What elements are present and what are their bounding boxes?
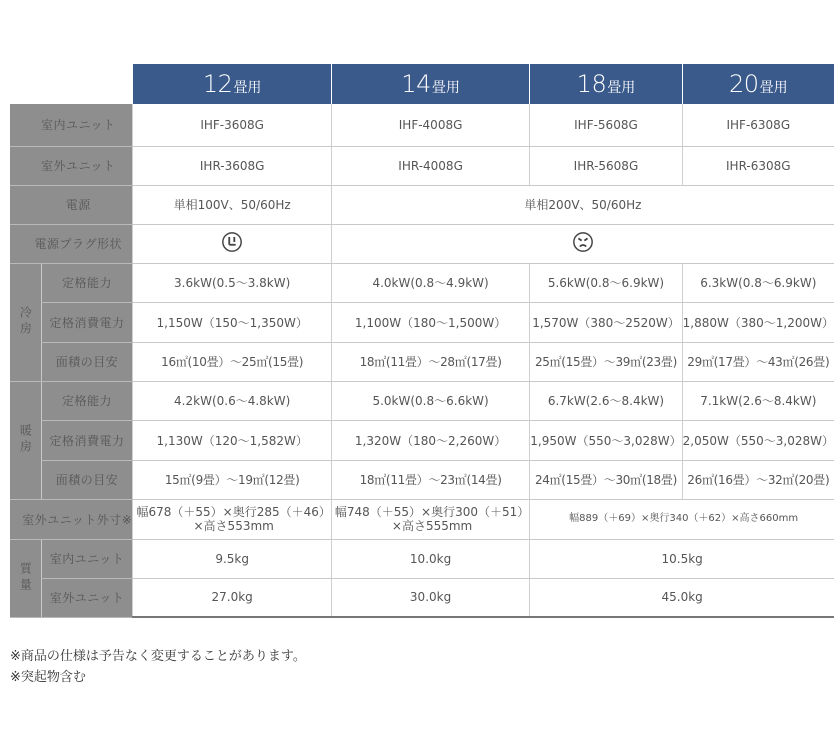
row-outdoor-unit: 室外ユニット IHR-3608G IHR-4008G IHR-5608G IHR-6308G xyxy=(10,146,834,185)
model-header-14: 14畳用 xyxy=(331,64,529,104)
footnotes xyxy=(10,646,306,688)
cooling-group-label: 冷房 xyxy=(10,263,41,381)
model-header-20: 20畳用 xyxy=(682,64,834,104)
mass-group-label: 質量 xyxy=(10,539,41,617)
model-header-18: 18畳用 xyxy=(530,64,682,104)
note-protrusions: ※突起物含む xyxy=(10,670,86,685)
row-mass-outdoor: 室外ユニット 27.0kg 30.0kg 45.0kg xyxy=(10,578,834,617)
header-row xyxy=(10,64,834,104)
heating-group-label: 暖房 xyxy=(10,381,41,499)
dims-12: 幅678（＋55）×奥行285（＋46） ×高さ553mm xyxy=(133,499,331,539)
row-outdoor-dims: 室外ユニット外寸※ 幅678（＋55）×奥行285（＋46） ×高さ553mm 幅748（＋55）×奥行300（＋51） ×高さ555mm 幅889（＋69）×奥行340（＋62）×高さ660mm xyxy=(10,499,834,539)
model-header-12: 12畳用 xyxy=(133,64,331,104)
spec-table xyxy=(10,64,834,618)
row-heating-capacity: 暖房 定格能力 4.2kW(0.6～4.8kW) 5.0kW(0.8～6.6kW) 6.7kW(2.6～8.4kW) 7.1kW(2.6～8.4kW) xyxy=(10,381,834,420)
row-cooling-power: 定格消費電力 1,150W（150～1,350W） 1,100W（180～1,500W） 1,570W（380～2520W） 1,880W（380～1,200W） xyxy=(10,302,834,342)
note-spec-change: ※商品の仕様は予告なく変更することがあります。 xyxy=(10,649,306,664)
dims-18-20: 幅889（＋69）×奥行340（＋62）×高さ660mm xyxy=(530,499,834,539)
row-heating-power: 定格消費電力 1,130W（120～1,582W） 1,320W（180～2,260W） 1,950W（550～3,028W） 2,050W（550～3,028W） xyxy=(10,420,834,460)
row-indoor-unit: 室内ユニット IHF-3608G IHF-4008G IHF-5608G IHF-6308G xyxy=(10,104,834,146)
plug-100v-icon xyxy=(221,231,243,253)
row-plug-shape: 電源プラグ形状 xyxy=(10,224,834,263)
plug-200v-icon xyxy=(572,231,594,253)
row-heating-area: 面積の目安 15㎡(9畳）～19㎡(12畳) 18㎡(11畳）～23㎡(14畳) 24㎡(15畳）～30㎡(18畳) 26㎡(16畳）～32㎡(20畳) xyxy=(10,460,834,499)
row-cooling-capacity: 冷房 定格能力 3.6kW(0.5～3.8kW) 4.0kW(0.8～4.9kW) 5.6kW(0.8～6.9kW) 6.3kW(0.8～6.9kW) xyxy=(10,263,834,302)
row-power: 電源 単相100V、50/60Hz 単相200V、50/60Hz xyxy=(10,185,834,224)
row-cooling-area: 面積の目安 16㎡(10畳）～25㎡(15畳) 18㎡(11畳）～28㎡(17畳) 25㎡(15畳）～39㎡(23畳) 29㎡(17畳）～43㎡(26畳) xyxy=(10,342,834,381)
dims-14: 幅748（＋55）×奥行300（＋51） ×高さ555mm xyxy=(331,499,529,539)
row-mass-indoor: 質量 室内ユニット 9.5kg 10.0kg 10.5kg xyxy=(10,539,834,578)
